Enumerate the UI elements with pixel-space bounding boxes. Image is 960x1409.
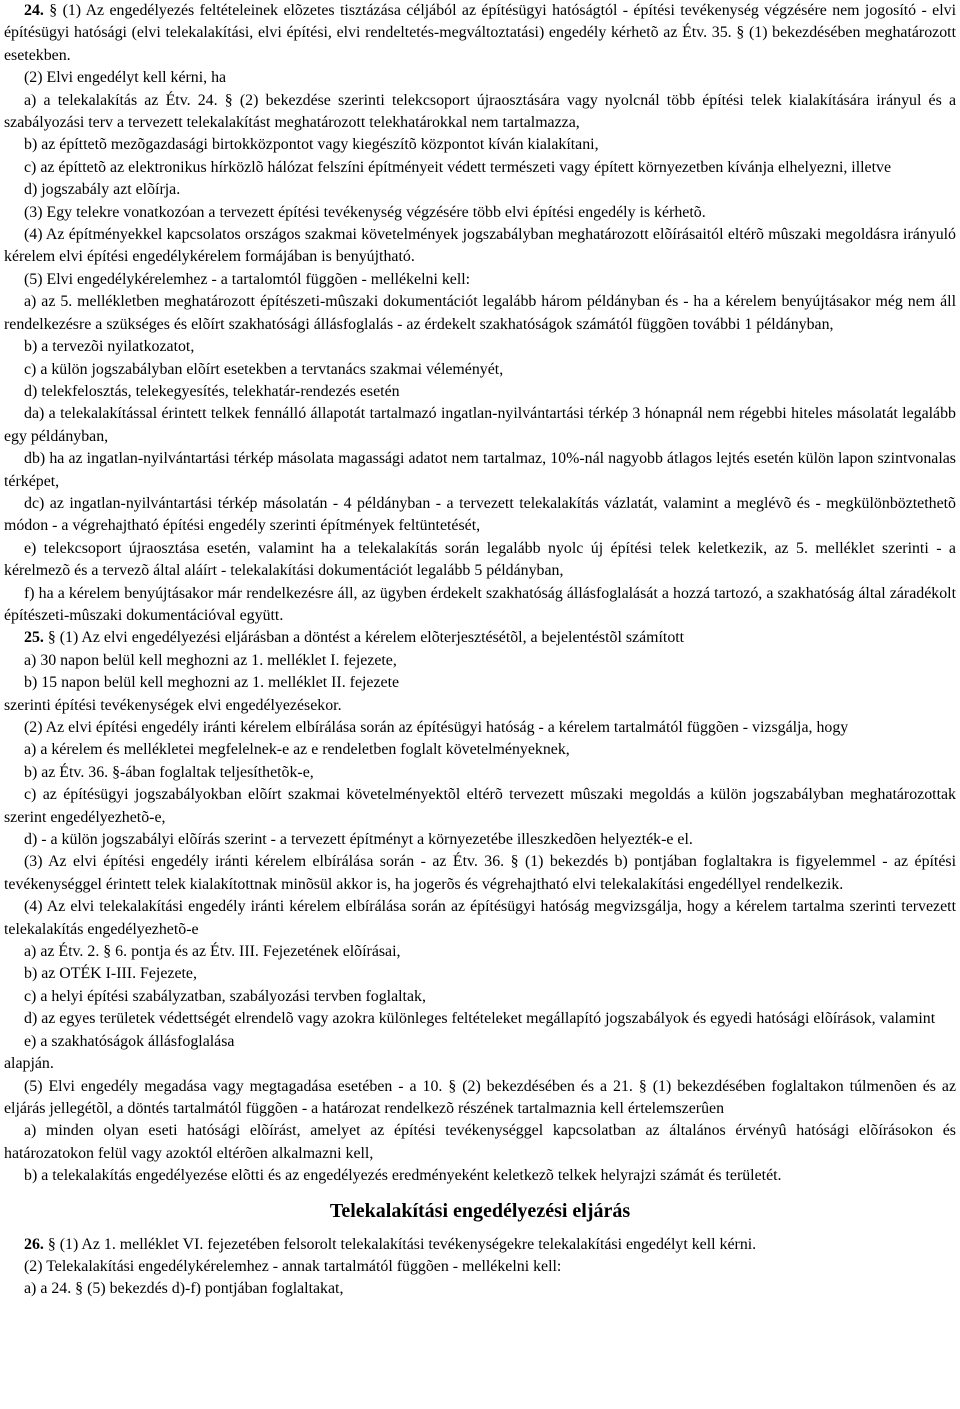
paragraph-text: d) az egyes területek védettségét elrendelõ vagy azokra különleges feltételeket megállapító jogszabályok és egyedi hatósági elõírások, valamint (24, 1010, 936, 1028)
paragraph (4, 538, 956, 583)
paragraph (4, 67, 956, 89)
paragraph (4, 717, 956, 739)
paragraph-text: a) a telekalakítás az Étv. 24. § (2) bekezdése szerinti telekcsoport újraosztására vagy nyolcnál több építési telek kialakítására irányul és a szabályozási terv a tervezett telekalakítást meghatározott telekhatárokkal nem tartalmazza, (4, 91, 956, 132)
paragraph (4, 1053, 956, 1075)
paragraph (4, 739, 956, 761)
paragraph-text: b) 15 napon belül kell meghozni az 1. melléklet II. fejezete (24, 674, 400, 692)
paragraph (4, 291, 956, 336)
paragraph (4, 224, 956, 269)
paragraph-text: d) jogszabály azt elõírja. (24, 181, 181, 199)
paragraph-text: dc) az ingatlan-nyilvántartási térkép másolatán - 4 példányban - a tervezett telekalakítás vázlatát, valamint a meglévõ és - megkülönböztethetõ módon - a végrehajtható építési engedély szerinti építmények feltüntetését, (4, 494, 956, 535)
paragraph (4, 963, 956, 985)
paragraph-text: c) a helyi építési szabályzatban, szabályozási tervben foglaltak, (24, 987, 426, 1005)
paragraph (4, 90, 956, 135)
paragraph-text: b) az Étv. 36. §-ában foglaltak teljesíthetõk-e, (24, 763, 314, 781)
section-heading: Telekalakítási engedélyezési eljárás (329, 1199, 631, 1222)
paragraph (4, 269, 956, 291)
paragraph (4, 359, 956, 381)
paragraph-text: alapján. (4, 1055, 54, 1073)
paragraph (4, 448, 956, 493)
paragraph-text: b) a tervezõi nyilatkozatot, (24, 338, 195, 356)
paragraph-text: a) az Étv. 2. § 6. pontja és az Étv. III. Fejezetének elõírásai, (24, 943, 401, 961)
paragraph-text: db) ha az ingatlan-nyilvántartási térkép másolata magassági adatot nem tartalmaz, 10%-nál nagyobb átlagos lejtés esetén külön lapon szintvonalas térképet, (4, 450, 956, 490)
paragraph (4, 1008, 956, 1030)
paragraph (4, 829, 956, 851)
paragraph (4, 1234, 956, 1256)
paragraph-text: c) az építésügyi jogszabályokban elõírt szakmai követelményektõl eltérõ tervezett mûszaki megoldás a külön jogszabályban meghatározottak szerint engedélyezhetõ-e, (4, 786, 956, 826)
paragraph (4, 672, 956, 694)
section-number: 26. (24, 1235, 44, 1253)
paragraph-text: (2) Az elvi építési engedély iránti kérelem elbírálása során az építésügyi hatóság - a kérelem tartalmától függõen - vizsgálja, hogy (24, 719, 849, 736)
paragraph (4, 202, 956, 224)
paragraph (4, 134, 956, 156)
paragraph-text: c) a külön jogszabályban elõírt esetekben a tervtanács szakmai véleményét, (24, 360, 504, 378)
paragraph (4, 986, 956, 1008)
paragraph-text: (3) Egy telekre vonatkozóan a tervezett építési tevékenység végzésére több elvi építési engedély is kérhetõ. (24, 203, 706, 221)
paragraph (4, 583, 956, 628)
paragraph-text: (4) Az elvi telekalakítási engedély iránti kérelem elbírálása során az építésügyi hatóság megvizsgálja, hogy a kérelem tartalma szerinti tervezett telekalakítás engedélyezhetõ-e (4, 898, 956, 938)
paragraphs-after-heading (4, 1234, 956, 1301)
paragraph-text: b) az építtetõ mezõgazdasági birtokközpontot vagy kiegészítõ központot kíván kialakítani, (24, 136, 599, 154)
paragraph-text: (2) Elvi engedélyt kell kérni, ha (24, 69, 227, 87)
paragraph-text: (5) Elvi engedélykérelemhez - a tartalomtól függõen - mellékelni kell: (24, 270, 471, 288)
paragraph (4, 650, 956, 672)
paragraph (4, 403, 956, 448)
paragraph-text: a) minden olyan eseti hatósági elõírást, amelyet az építési tevékenységgel kapcsolatban az általános érvényû hatósági elõírásokon és határozatokon felül vagy azoktól eltérõen alkalmazni kell, (4, 1122, 956, 1162)
paragraphs-before-heading (4, 0, 956, 1188)
paragraph-text: (2) Telekalakítási engedélykérelemhez - annak tartalmától függõen - mellékelni kell: (24, 1257, 562, 1275)
paragraph-text: a) 30 napon belül kell meghozni az 1. melléklet I. fejezete, (24, 651, 397, 669)
paragraph-text: b) az OTÉK I-III. Fejezete, (24, 965, 197, 983)
paragraph-text: (3) Az elvi építési engedély iránti kérelem elbírálása során - az Étv. 36. § (1) bekezdés b) pontjában foglaltakra is figyelemmel - az építési tevékenységgel érintett telek kialakítottnak minõsül akkor is, ha jogerõs és végrehajtható elvi telekalakítási engedéllyel rendelkezik. (4, 853, 956, 893)
paragraph-text: e) telekcsoport újraosztása esetén, valamint ha a telekalakítás során legalább nyolc új építési telek keletkezik, az 5. melléklet szerinti - a kérelmezõ és a tervezõ által aláírt - telekalakítási dokumentációt legalább 5 példányban, (4, 539, 956, 580)
paragraph (4, 381, 956, 403)
paragraph-text: d) - a külön jogszabályi elõírás szerint - a tervezett építményt a környezetébe illeszkedõen helyezték-e el. (24, 831, 693, 849)
section-number: 25. (24, 629, 44, 647)
paragraph (4, 941, 956, 963)
paragraph (4, 157, 956, 179)
paragraph (4, 1278, 956, 1300)
paragraph-text: f) ha a kérelem benyújtásakor már rendelkezésre áll, az ügyben érdekelt szakhatóság állásfoglalását a hozzá tartozó, a szakhatóság által záradékolt építészeti-mûszaki dokumentációval együtt. (4, 584, 956, 624)
paragraph (4, 695, 956, 717)
paragraph (4, 336, 956, 358)
paragraph (4, 896, 956, 941)
paragraph-text: c) az építtetõ az elektronikus hírközlõ hálózat felszíni építményeit védett természeti vagy épített környezetben kívánja elhelyezni, illetve (24, 158, 892, 176)
paragraph-text: d) telekfelosztás, telekegyesítés, telekhatár-rendezés esetén (24, 382, 400, 400)
paragraph (4, 851, 956, 896)
paragraph (4, 1076, 956, 1121)
paragraph-text: (4) Az építményekkel kapcsolatos országos szakmai követelmények jogszabályban meghatározott elõírásaitól eltérõ mûszaki megoldásra irányuló kérelem elvi építési engedélykérelem formájában is benyújtható. (4, 226, 956, 266)
paragraph (4, 493, 956, 538)
paragraph (4, 1120, 956, 1165)
paragraph (4, 179, 956, 201)
paragraph-text: e) a szakhatóságok állásfoglalása (24, 1032, 235, 1050)
paragraph-text: da) a telekalakítással érintett telkek fennálló állapotát tartalmazó ingatlan-nyilvántartási térkép 3 hónapnál nem régebbi hiteles másolatát legalább egy példányban, (4, 405, 956, 445)
paragraph (4, 627, 956, 649)
paragraph-text: szerinti építési tevékenységek elvi engedélyezésekor. (4, 696, 342, 714)
paragraph-text: a) a kérelem és mellékletei megfelelnek-e az e rendeletben foglalt követelményeknek, (24, 741, 570, 759)
paragraph-text: § (1) Az engedélyezés feltételeinek elõzetes tisztázása céljából az építésügyi hatóságtól - építési tevékenység végzésére nem jogosító - elvi építésügyi hatósági (elvi telekalakítási, elvi építési, elvi rendeltetés-megváltoztatási) engedély kérhetõ az Étv. 35. § (1) bekezdésében meghatározott esetekben. (4, 2, 956, 64)
paragraph-text: (5) Elvi engedély megadása vagy megtagadása esetében - a 10. § (2) bekezdésében és a 21. § (1) bekezdésében foglaltakon túlmenõen és az eljárás jellegétõl, a döntés tartalmától függõen - a határozat rendelkezõ részének tartalmaznia kell értelemszerûen (4, 1077, 956, 1117)
paragraph-text: a) a 24. § (5) bekezdés d)-f) pontjában foglaltakat, (24, 1280, 344, 1298)
paragraph (4, 784, 956, 829)
paragraph-text: § (1) Az 1. melléklet VI. fejezetében felsorolt telekalakítási tevékenységekre telekalakítási engedélyt kell kérni. (43, 1235, 757, 1253)
paragraph (4, 1031, 956, 1053)
paragraph-text: b) a telekalakítás engedélyezése elõtti és az engedélyezés eredményeként keletkezõ telkek helyrajzi számát és területét. (24, 1167, 782, 1185)
section-number: 24. (24, 2, 44, 19)
paragraph-text: a) az 5. mellékletben meghatározott építészeti-mûszaki dokumentációt legalább három példányban és - ha a kérelem benyújtásakor még nem áll rendelkezésre a szükséges és elõírt szakhatósági állásfoglalás - az érdekelt szakhatóságok számától függõen további 1 példányban, (4, 293, 956, 333)
paragraph (4, 0, 956, 67)
paragraph (4, 762, 956, 784)
paragraph-text: § (1) Az elvi engedélyezési eljárásban a döntést a kérelem elõterjesztésétõl, a bejelentéstõl számított (43, 629, 685, 647)
paragraph (4, 1256, 956, 1278)
paragraph (4, 1165, 956, 1187)
